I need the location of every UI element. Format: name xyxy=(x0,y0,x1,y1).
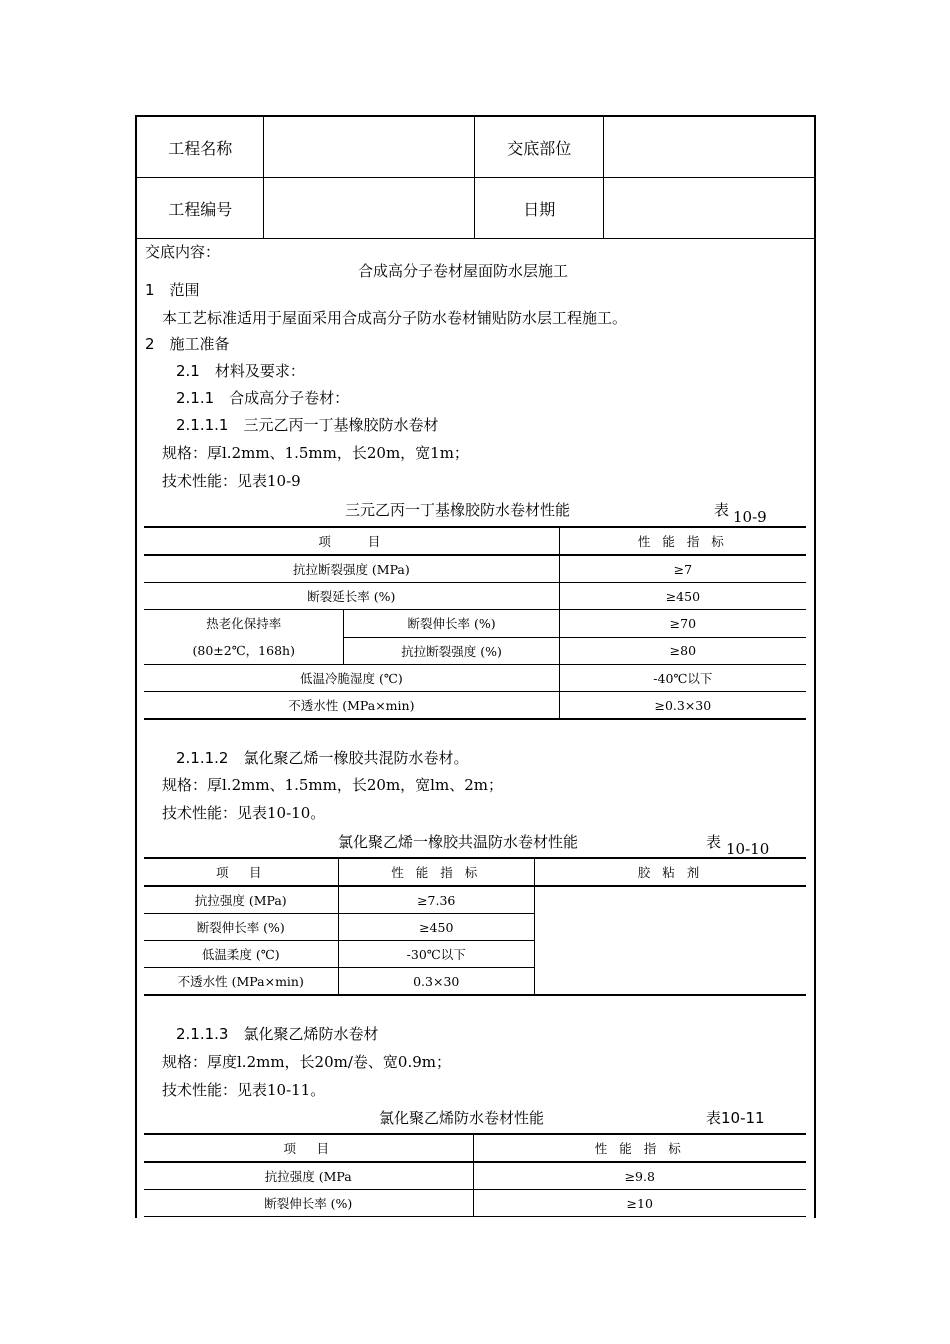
table-cell: ≥10 xyxy=(473,1190,806,1217)
table-row: 抗拉断裂强度 (MPa) xyxy=(144,555,559,583)
table-cell: 0.3×30 xyxy=(338,968,534,996)
table-row: 抗拉强度 (MPa xyxy=(144,1162,473,1190)
intro-label: 交底内容： xyxy=(145,243,221,261)
table1-group-cell xyxy=(144,610,344,665)
section-2-1-1-1: 2.1.1.1 三元乙丙一丁基橡胶防水卷材 xyxy=(176,416,439,434)
table-cell: -30℃以下 xyxy=(338,941,534,968)
table3-title: 氯化聚乙烯防水卷材性能 xyxy=(379,1109,545,1127)
table1-col-perf: 性 能 指 标 xyxy=(559,527,806,555)
table1-group-label: 热老化保持率 xyxy=(206,616,282,631)
table-cell: ≥450 xyxy=(559,583,806,610)
doc-title: 合成高分子卷材屋面防水层施工 xyxy=(358,262,569,280)
table-cell: ≥0.3×30 xyxy=(559,692,806,720)
table3-col-item: 项 目 xyxy=(144,1134,473,1162)
table1-group-sub: (80±2℃，168h) xyxy=(192,643,295,658)
table1-title: 三元乙丙一丁基橡胶防水卷材性能 xyxy=(345,501,571,519)
table2-glue-cell xyxy=(534,886,806,995)
table-row: 抗拉强度 (MPa) xyxy=(144,886,338,914)
table-row: 断裂伸长率 (%) xyxy=(144,1190,473,1217)
date-value xyxy=(603,178,814,239)
section-2-1: 2.1 材料及要求： xyxy=(176,362,305,380)
table-row: 低温柔度 (℃) xyxy=(144,941,338,968)
perf-2-1-1-1: 技术性能：见表10-9 xyxy=(162,472,301,490)
table2-col-perf: 性 能 指 标 xyxy=(338,858,534,886)
table-row: 断裂伸长率 (%) xyxy=(144,914,338,941)
section-2-heading: 2 施工准备 xyxy=(145,335,230,353)
table2-col-glue: 胶 粘 剂 xyxy=(534,858,806,886)
section-2-1-1: 2.1.1 合成高分子卷材： xyxy=(176,389,350,407)
table1-col-item: 项 目 xyxy=(144,527,559,555)
table-cell: ≥450 xyxy=(338,914,534,941)
table-cell: ≥80 xyxy=(559,637,806,665)
project-no-label: 工程编号 xyxy=(137,178,264,239)
table3-label: 表10-11 xyxy=(706,1109,765,1127)
location-label: 交底部位 xyxy=(475,117,603,178)
location-value xyxy=(603,117,814,178)
table1-number: 10-9 xyxy=(733,508,767,526)
table-row: 断裂延长率 (%) xyxy=(144,583,559,610)
spec-2-1-1-1: 规格：厚l.2mm、1.5mm，长20m，宽1m； xyxy=(162,444,469,462)
section-1-text: 本工艺标准适用于屋面采用合成高分子防水卷材铺贴防水层工程施工。 xyxy=(162,309,628,327)
table2 xyxy=(144,857,806,996)
date-label: 日期 xyxy=(475,178,603,239)
table2-title: 氯化聚乙烯一橡胶共温防水卷材性能 xyxy=(338,833,579,851)
table2-col-item: 项 目 xyxy=(144,858,338,886)
table-row: 低温冷脆湿度 (℃) xyxy=(144,665,559,692)
section-1-heading: 1 范围 xyxy=(145,281,200,299)
table-row: 抗拉断裂强度 (%) xyxy=(344,637,559,665)
project-name-value xyxy=(264,117,475,178)
perf-2-1-1-3: 技术性能：见表10-11。 xyxy=(162,1081,326,1099)
table1-label: 表 xyxy=(714,501,730,519)
table-row: 断裂伸长率 (%) xyxy=(344,610,559,638)
table-row: 不透水性 (MPa×min) xyxy=(144,692,559,720)
section-2-1-1-3: 2.1.1.3 氯化聚乙烯防水卷材 xyxy=(176,1025,379,1043)
table3 xyxy=(144,1133,806,1217)
spec-2-1-1-2: 规格：厚l.2mm、1.5mm，长20m，宽lm、2m； xyxy=(162,776,503,794)
table3-col-perf: 性 能 指 标 xyxy=(473,1134,806,1162)
project-name-label: 工程名称 xyxy=(137,117,264,178)
project-no-value xyxy=(264,178,475,239)
section-2-1-1-2: 2.1.1.2 氯化聚乙烯一橡胶共混防水卷材。 xyxy=(176,749,469,767)
table2-number: 10-10 xyxy=(726,840,770,858)
table-cell: ≥9.8 xyxy=(473,1162,806,1190)
perf-2-1-1-2: 技术性能：见表10-10。 xyxy=(162,804,326,822)
table-row: 不透水性 (MPa×min) xyxy=(144,968,338,996)
table2-label: 表 xyxy=(706,833,722,851)
header-table xyxy=(137,117,814,239)
table-cell: ≥7 xyxy=(559,555,806,583)
spec-2-1-1-3: 规格：厚度l.2mm，长20m/卷、宽0.9m； xyxy=(162,1053,452,1071)
table-cell: -40℃以下 xyxy=(559,665,806,692)
table-cell: ≥7.36 xyxy=(338,886,534,914)
table1 xyxy=(144,526,806,720)
table-cell: ≥70 xyxy=(559,610,806,638)
